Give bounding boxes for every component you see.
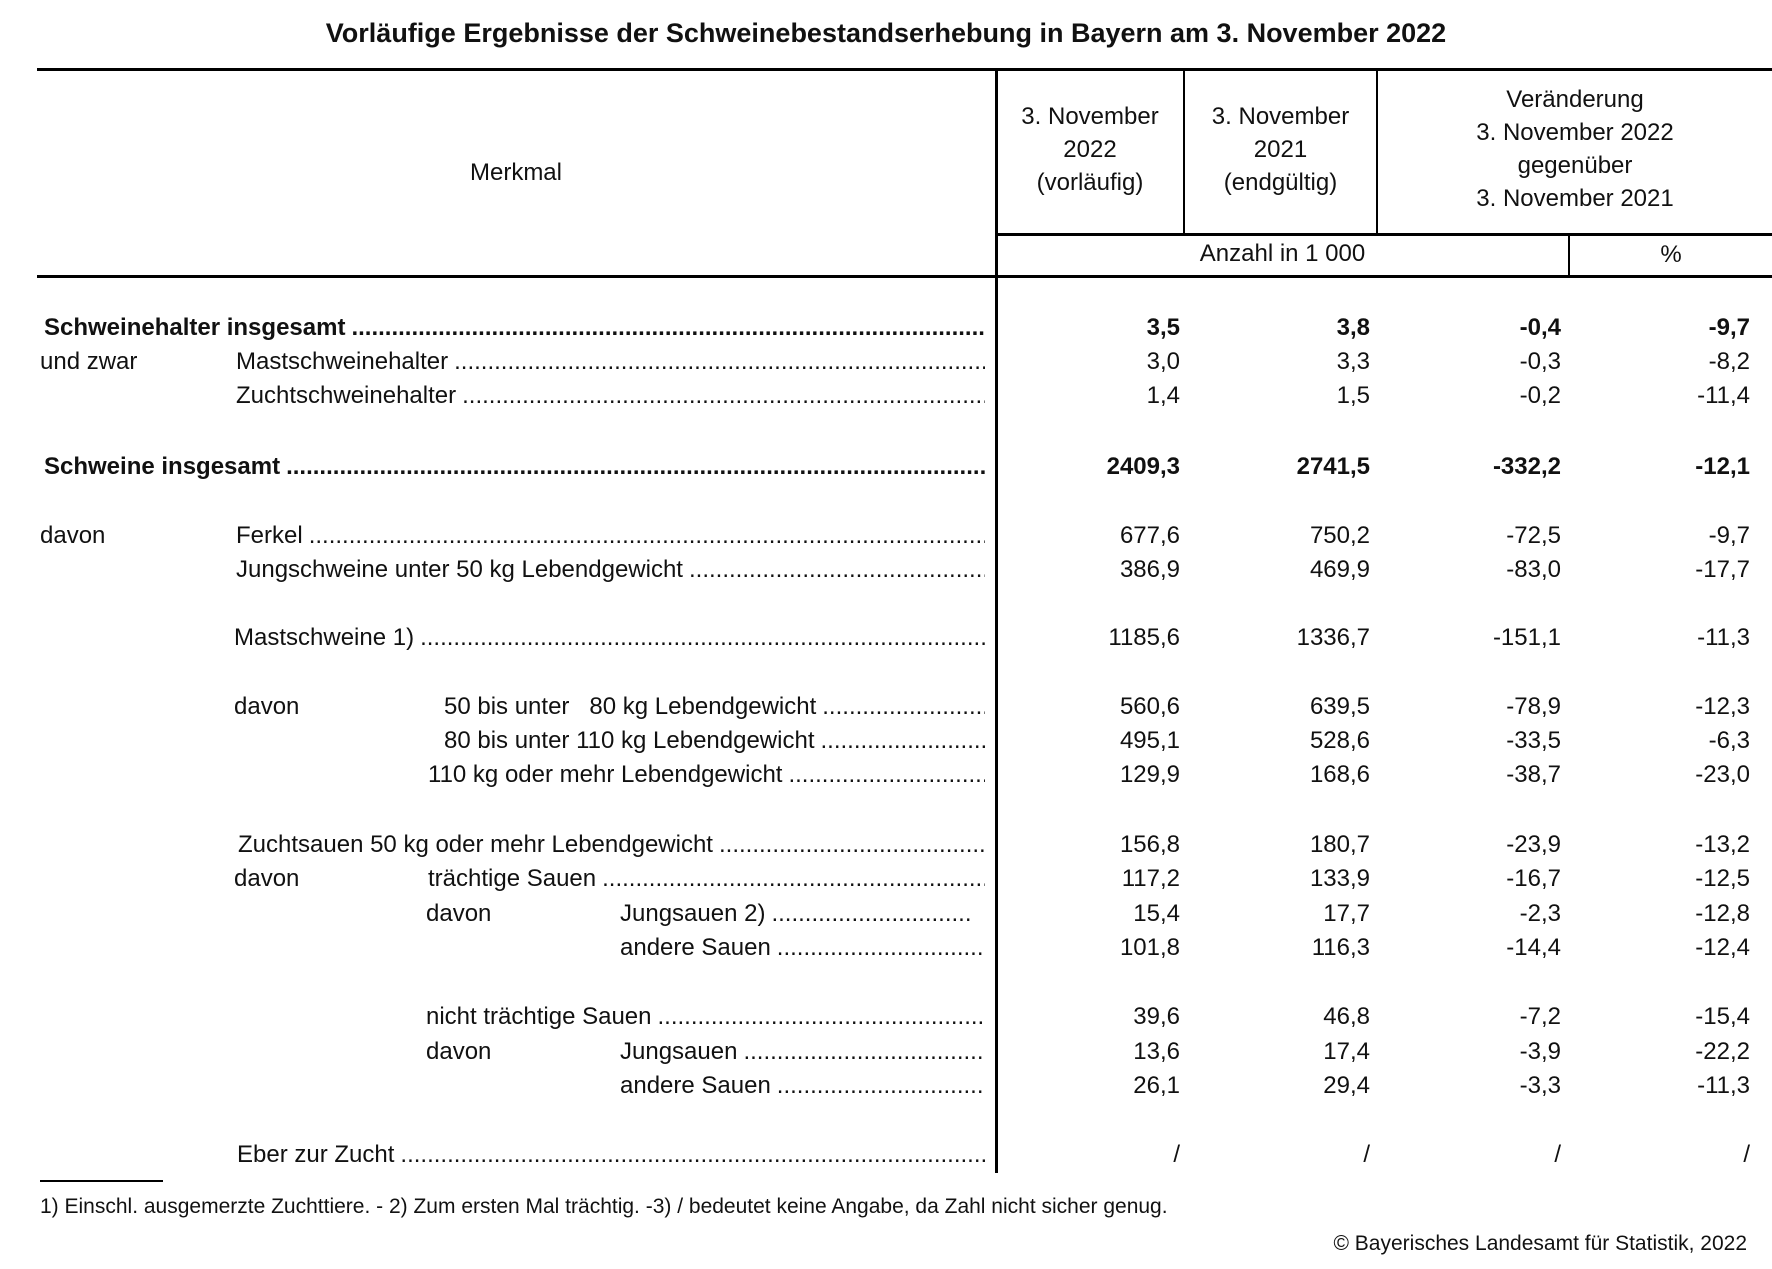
value-2022: 2409,3 xyxy=(1106,453,1180,480)
row-label xyxy=(236,556,985,584)
value-2022: 101,8 xyxy=(1119,934,1180,961)
page-title: Vorläufige Ergebnisse der Schweinebestandserhebung in Bayern am 3. November 2022 xyxy=(325,18,1447,48)
value-change-abs: -0,3 xyxy=(1519,348,1561,375)
table-row xyxy=(0,624,1772,658)
value-2021: 1336,7 xyxy=(1296,624,1370,651)
header-bottom-rule xyxy=(37,275,1772,278)
value-change-abs: -38,7 xyxy=(1506,761,1561,788)
value-2022: / xyxy=(1173,1141,1180,1168)
row-label xyxy=(444,727,985,755)
value-change-abs: -83,0 xyxy=(1506,556,1561,583)
value-change-pct: -12,1 xyxy=(1695,453,1750,480)
row-label-text: 50 bis unter 80 kg Lebendgewicht xyxy=(444,693,817,720)
header-col-2022-line: 3. November xyxy=(1021,103,1159,130)
row-prefix: davon xyxy=(234,693,300,720)
table-row xyxy=(0,727,1772,761)
table-row xyxy=(0,348,1772,382)
value-change-abs: -23,9 xyxy=(1506,831,1561,858)
value-2022: 129,9 xyxy=(1119,761,1180,788)
table-row xyxy=(0,1072,1772,1106)
row-label xyxy=(428,761,985,789)
value-2022: 3,5 xyxy=(1146,314,1180,341)
table-row xyxy=(0,556,1772,590)
row-label-text: 110 kg oder mehr Lebendgewicht xyxy=(428,761,783,788)
leader-dots xyxy=(303,522,985,550)
row-label xyxy=(620,900,972,928)
table-row xyxy=(0,1038,1772,1072)
footnote: 1) Einschl. ausgemerzte Zuchttiere. - 2) Zum ersten Mal trächtig. -3) / bedeutet keine Angabe, da Zahl nicht sicher genug. xyxy=(40,1195,1168,1218)
value-2022: 15,4 xyxy=(1133,900,1180,927)
value-2021: 750,2 xyxy=(1309,522,1370,549)
leader-dots xyxy=(448,348,985,376)
row-prefix: davon xyxy=(426,900,492,927)
leader-dots xyxy=(280,453,985,481)
leader-dots xyxy=(816,693,985,721)
footnote-rule xyxy=(40,1180,163,1182)
row-label-text: Schweine insgesamt xyxy=(44,453,281,480)
row-label-text: andere Sauen xyxy=(620,1072,771,1099)
row-label-text: Mastschweinehalter xyxy=(236,348,449,375)
leader-dots xyxy=(394,1141,985,1169)
value-change-abs: -0,4 xyxy=(1519,314,1561,341)
value-change-abs: / xyxy=(1554,1141,1561,1168)
header-col-2021-line: (endgültig) xyxy=(1223,169,1338,196)
table-row xyxy=(0,382,1772,416)
value-2021: 116,3 xyxy=(1311,934,1370,961)
row-label-text: trächtige Sauen xyxy=(428,865,597,892)
leader-dots xyxy=(737,1038,985,1066)
row-label xyxy=(426,1003,985,1031)
value-change-pct: -8,2 xyxy=(1708,348,1750,375)
table-row xyxy=(0,900,1772,934)
row-label xyxy=(44,453,985,481)
row-label-text: 80 bis unter 110 kg Lebendgewicht xyxy=(444,727,815,754)
value-change-abs: -33,5 xyxy=(1506,727,1561,754)
value-change-pct: -15,4 xyxy=(1695,1003,1750,1030)
header-col-2022-line: (vorläufig) xyxy=(1036,169,1144,196)
value-change-abs: -7,2 xyxy=(1519,1003,1561,1030)
value-2022: 26,1 xyxy=(1133,1072,1180,1099)
header-col-change xyxy=(1378,83,1772,215)
value-change-abs: -332,2 xyxy=(1492,453,1561,480)
value-change-pct: -11,3 xyxy=(1697,624,1750,651)
value-change-pct: / xyxy=(1743,1141,1750,1168)
leader-dots xyxy=(815,727,986,755)
value-change-abs: -0,2 xyxy=(1519,382,1561,409)
row-prefix: und zwar xyxy=(40,348,138,375)
value-change-pct: -11,4 xyxy=(1697,382,1750,409)
header-col-2022-line: 2022 xyxy=(1063,136,1117,163)
row-label-text: Jungsauen 2) xyxy=(620,900,766,927)
value-change-pct: -9,7 xyxy=(1708,522,1750,549)
leader-dots xyxy=(765,900,972,928)
header-col-change-line: Veränderung xyxy=(1506,86,1644,113)
value-2022: 3,0 xyxy=(1146,348,1180,375)
leader-dots xyxy=(683,556,985,584)
value-change-pct: -12,4 xyxy=(1695,934,1750,961)
leader-dots xyxy=(782,761,985,789)
table-row xyxy=(0,865,1772,899)
value-change-pct: -9,7 xyxy=(1708,314,1750,341)
value-change-pct: -12,3 xyxy=(1695,693,1750,720)
header-col-2021-line: 3. November xyxy=(1211,103,1350,130)
value-2022: 495,1 xyxy=(1119,727,1180,754)
row-label xyxy=(444,693,985,721)
table-row xyxy=(0,522,1772,556)
value-2021: 46,8 xyxy=(1323,1003,1370,1030)
value-2022: 1185,6 xyxy=(1108,624,1180,651)
row-label xyxy=(236,382,985,410)
value-2021: 180,7 xyxy=(1309,831,1370,858)
row-label xyxy=(620,1038,985,1066)
row-prefix: davon xyxy=(234,865,300,892)
value-2021: 168,6 xyxy=(1309,761,1370,788)
value-2021: 17,7 xyxy=(1323,900,1370,927)
value-2021: 528,6 xyxy=(1309,727,1370,754)
unit-row-rule xyxy=(995,233,1772,236)
value-2021: 3,8 xyxy=(1336,314,1370,341)
value-2022: 386,9 xyxy=(1119,556,1180,583)
leader-dots xyxy=(771,1072,985,1100)
table-top-rule xyxy=(37,68,1772,71)
header-col-change-line: 3. November 2021 xyxy=(1476,185,1674,212)
value-2021: 3,3 xyxy=(1336,348,1370,375)
value-change-pct: -17,7 xyxy=(1695,556,1750,583)
value-change-abs: -3,9 xyxy=(1519,1038,1561,1065)
leader-dots xyxy=(713,831,985,859)
value-change-pct: -22,2 xyxy=(1695,1038,1750,1065)
value-change-pct: -23,0 xyxy=(1695,761,1750,788)
leader-dots xyxy=(345,314,985,342)
row-label xyxy=(236,522,985,550)
value-2022: 677,6 xyxy=(1119,522,1180,549)
table-row xyxy=(0,314,1772,348)
row-prefix: davon xyxy=(426,1038,492,1065)
value-change-pct: -6,3 xyxy=(1708,727,1750,754)
value-2021: 469,9 xyxy=(1309,556,1370,583)
row-label xyxy=(234,624,985,652)
row-label xyxy=(238,831,985,859)
unit-count-label: Anzahl in 1 000 xyxy=(1199,240,1366,267)
value-change-abs: -151,1 xyxy=(1492,624,1561,651)
row-label-text: Jungsauen xyxy=(620,1038,738,1065)
leader-dots xyxy=(456,382,985,410)
copyright: © Bayerisches Landesamt für Statistik, 2022 xyxy=(1333,1232,1747,1255)
value-2021: / xyxy=(1363,1141,1370,1168)
header-col-2022 xyxy=(997,100,1183,199)
value-2021: 1,5 xyxy=(1336,382,1370,409)
row-label xyxy=(236,348,985,376)
value-change-abs: -78,9 xyxy=(1506,693,1561,720)
row-label-text: Zuchtsauen 50 kg oder mehr Lebendgewicht xyxy=(238,831,713,858)
row-label-text: Eber zur Zucht xyxy=(237,1141,395,1168)
row-label xyxy=(620,934,985,962)
value-2022: 1,4 xyxy=(1146,382,1180,409)
row-label xyxy=(620,1072,985,1100)
value-change-abs: -3,3 xyxy=(1519,1072,1561,1099)
value-change-pct: -12,5 xyxy=(1695,865,1750,892)
value-change-pct: -12,8 xyxy=(1695,900,1750,927)
value-change-pct: -11,3 xyxy=(1697,1072,1750,1099)
header-col-change-line: gegenüber xyxy=(1517,152,1633,179)
leader-dots xyxy=(596,865,985,893)
unit-percent-label: % xyxy=(1660,241,1682,268)
value-change-abs: -72,5 xyxy=(1506,522,1561,549)
header-col-2021-line: 2021 xyxy=(1253,136,1308,163)
header-merkmal: Merkmal xyxy=(469,159,562,186)
table-row xyxy=(0,1141,1772,1175)
value-2021: 17,4 xyxy=(1323,1038,1370,1065)
table-row xyxy=(0,453,1772,487)
value-change-abs: -14,4 xyxy=(1506,934,1561,961)
row-label xyxy=(428,865,985,893)
value-2021: 133,9 xyxy=(1309,865,1370,892)
table-row xyxy=(0,934,1772,968)
value-change-abs: -16,7 xyxy=(1506,865,1561,892)
row-label-text: nicht trächtige Sauen xyxy=(426,1003,652,1030)
table-row xyxy=(0,1003,1772,1037)
header-col-change-line: 3. November 2022 xyxy=(1476,119,1674,146)
row-label-text: Mastschweine 1) xyxy=(234,624,415,651)
value-2021: 29,4 xyxy=(1323,1072,1370,1099)
row-label-text: Zuchtschweinehalter xyxy=(236,382,457,409)
table-row xyxy=(0,831,1772,865)
table-row xyxy=(0,761,1772,795)
row-prefix: davon xyxy=(40,522,106,549)
row-label-text: andere Sauen xyxy=(620,934,771,961)
value-2022: 13,6 xyxy=(1133,1038,1180,1065)
leader-dots xyxy=(414,624,985,652)
value-2022: 560,6 xyxy=(1119,693,1180,720)
row-label-text: Schweinehalter insgesamt xyxy=(44,314,346,341)
row-label-text: Ferkel xyxy=(236,522,303,549)
value-2021: 639,5 xyxy=(1309,693,1370,720)
value-2021: 2741,5 xyxy=(1296,453,1370,480)
value-2022: 156,8 xyxy=(1119,831,1180,858)
value-change-pct: -13,2 xyxy=(1695,831,1750,858)
table-row xyxy=(0,693,1772,727)
leader-dots xyxy=(651,1003,985,1031)
value-2022: 117,2 xyxy=(1121,865,1180,892)
row-label-text: Jungschweine unter 50 kg Lebendgewicht xyxy=(236,556,683,583)
header-col-2021 xyxy=(1185,100,1376,199)
value-change-abs: -2,3 xyxy=(1519,900,1561,927)
row-label xyxy=(44,314,985,342)
value-2022: 39,6 xyxy=(1133,1003,1180,1030)
row-label xyxy=(237,1141,985,1169)
leader-dots xyxy=(771,934,985,962)
